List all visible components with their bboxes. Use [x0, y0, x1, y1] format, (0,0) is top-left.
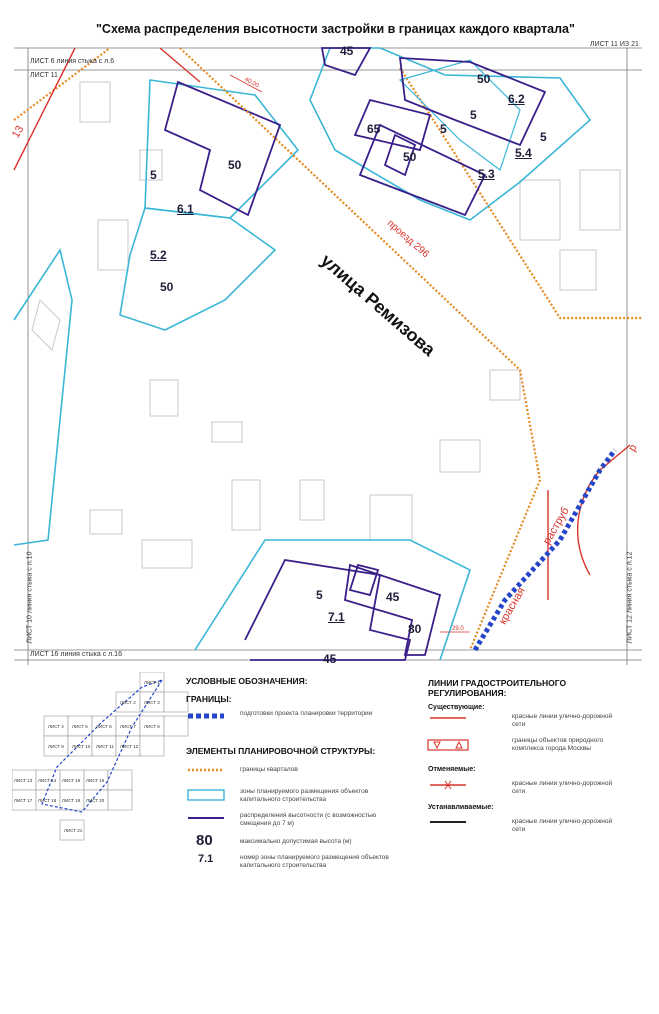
height-50-top: 50 — [477, 72, 491, 86]
zone-left-edge — [14, 250, 72, 545]
sheet-join-top: ЛИСТ 6 линия стыка с л.6 — [30, 58, 115, 65]
index-cell: ЛИСТ 7 — [120, 724, 136, 729]
legend-existing-nature: границы объектов природного комплекса города Москвы — [512, 737, 604, 752]
index-cell: ЛИСТ 8 — [144, 724, 160, 729]
dimension-2: 29.0 — [452, 626, 464, 632]
zone-label-5-4: 5.4 — [515, 146, 532, 160]
height-65: 65 — [367, 122, 381, 136]
zone-label-5-3: 5.3 — [478, 167, 495, 181]
project-boundary-swatch — [186, 712, 226, 720]
index-cell: ЛИСТ 9 — [48, 744, 64, 749]
height-5-mid: 5 — [440, 122, 447, 136]
street-label: улица Ремизова — [316, 250, 440, 360]
index-cell: ЛИСТ 17 — [14, 798, 33, 803]
height-dist-swatch — [186, 814, 226, 822]
sheet-index-map — [12, 672, 192, 842]
sheet-join-right: ЛИСТ 12 линия стыка с л.12 — [626, 551, 634, 644]
legend-cancelled: Отменяемые: — [428, 766, 476, 773]
height-5-zone-6-2: 50 — [160, 280, 174, 294]
nature-boundary-swatch — [426, 738, 470, 752]
red-lines — [14, 48, 630, 600]
legend-max-height-value: 80 — [196, 832, 213, 849]
index-cell: ЛИСТ 19 — [62, 798, 81, 803]
index-cell: ЛИСТ 18 — [38, 798, 57, 803]
dimension-1: 40.00 — [243, 76, 260, 90]
legend-existing-red: красные линии улично-дорожной сети — [512, 713, 613, 728]
legend-title: УСЛОВНЫЕ ОБОЗНАЧЕНИЯ: — [186, 676, 308, 686]
index-cell: ЛИСТ 6 — [96, 724, 112, 729]
legend-cancelled-red: красные линии улично-дорожной сети — [512, 780, 613, 795]
height-polygons-top — [322, 48, 545, 215]
index-cell: ЛИСТ 14 — [38, 778, 57, 783]
sheet-number: ЛИСТ 11 ИЗ 21 — [590, 41, 639, 48]
legend-max-height-text: максимально допустимая высота (м) — [240, 838, 352, 845]
height-45-zone-7-1: 45 — [386, 590, 400, 604]
index-cell: ЛИСТ 5 — [72, 724, 88, 729]
legend-existing: Существующие: — [428, 704, 485, 711]
legend-regulation-head: ЛИНИИ ГРАДОСТРОИТЕЛЬНОГО РЕГУЛИРОВАНИЯ: — [428, 678, 567, 698]
index-cell: ЛИСТ 2 — [120, 700, 136, 705]
quarter-border-swatch — [186, 766, 226, 774]
sheet-join-left: ЛИСТ 10 линия стыка с л.10 — [26, 551, 34, 644]
red-line-label: красная — [496, 585, 528, 627]
zone-6-2-boundary — [120, 208, 275, 330]
height-5-top-a: 5 — [470, 108, 477, 122]
index-cell: ЛИСТ 12 — [120, 744, 139, 749]
raster-label: раструб — [540, 505, 572, 547]
index-cell: ЛИСТ 1 — [144, 680, 160, 685]
legend-zone-number-value: 7.1 — [198, 853, 214, 865]
index-cell: ЛИСТ 3 — [144, 700, 160, 705]
height-50-zone-6-1: 50 — [228, 158, 242, 172]
sheet-join-top-2: ЛИСТ 11 — [30, 72, 58, 79]
legend-zone-number-text: номер зоны планируемого размещения объектов капитального строительства — [240, 854, 389, 869]
height-5-right: 5 — [540, 130, 547, 144]
legend-established-red: красные линии улично-дорожной сети — [512, 818, 613, 833]
zone-label-5-2: 6.2 — [508, 92, 525, 106]
legend-established: Устанавливаемые: — [428, 804, 494, 811]
height-5-zone-7-1: 5 — [316, 588, 323, 602]
height-45-bottom: 45 — [323, 652, 337, 666]
legend-border-item: подготовки проекта планировки территории — [240, 710, 373, 717]
height-45-top: 45 — [340, 44, 354, 58]
height-50-zone-5-3: 50 — [403, 150, 417, 164]
legend-height-distribution: распределения высотности (с возможностью смещения до 7 м) — [240, 812, 377, 827]
index-cell: ЛИСТ 21 — [64, 828, 83, 833]
legend-elements-head: ЭЛЕМЕНТЫ ПЛАНИРОВОЧНОЙ СТРУКТУРЫ: — [186, 746, 376, 756]
red-label-left: 13 — [9, 123, 27, 141]
zone-swatch — [186, 788, 226, 802]
height-polygon-6-1 — [165, 82, 280, 215]
established-red-swatch — [428, 818, 468, 826]
zone-label-6-1: 6.1 — [177, 202, 194, 216]
passage-label: проезд 296 — [384, 218, 431, 261]
legend-quarter-borders: границы кварталов — [240, 766, 298, 773]
index-cell: ЛИСТ 10 — [72, 744, 91, 749]
height-5-zone-6-1: 5 — [150, 168, 157, 182]
sheet-join-bottom: ЛИСТ 16 линия стыка с л.16 — [30, 651, 122, 658]
cancelled-red-swatch — [428, 780, 468, 790]
page-title: "Схема распределения высотности застройки в границах каждого квартала" — [96, 22, 575, 36]
index-cell: ЛИСТ 4 — [48, 724, 64, 729]
height-80-zone-7-1: 80 — [408, 622, 422, 636]
index-cell: ЛИСТ 20 — [86, 798, 105, 803]
index-cell: ЛИСТ 13 — [14, 778, 33, 783]
legend-zones: зоны планируемого размещения объектов капитального строительства — [240, 788, 369, 803]
zone-label-6-2: 5.2 — [150, 248, 167, 262]
legend-borders-head: ГРАНИЦЫ: — [186, 694, 232, 704]
index-cell: ЛИСТ 16 — [86, 778, 105, 783]
index-cell: ЛИСТ 11 — [96, 744, 114, 749]
red-label-right: р — [626, 442, 640, 454]
index-cell: ЛИСТ 15 — [62, 778, 81, 783]
zone-label-7-1: 7.1 — [328, 610, 345, 624]
existing-red-swatch — [428, 714, 468, 722]
